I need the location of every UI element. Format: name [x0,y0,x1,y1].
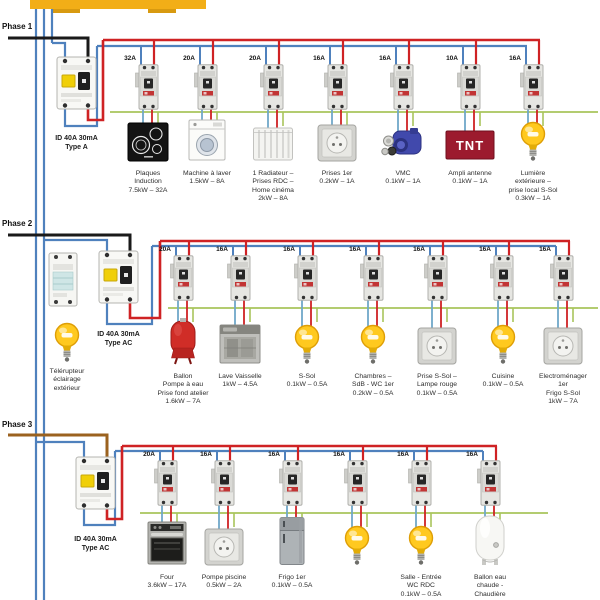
appliance-label-line: 0.2kW – 1A [319,178,355,186]
circuit-breaker-icon [135,64,161,110]
circuit-breaker-icon [170,255,196,301]
breaker-rating-label: 16A [379,55,391,62]
appliance-icon-fridge [277,516,307,566]
appliance-label-line: 0.5kW – 2A [206,582,242,590]
appliance-label-line: Prise fond atelier [157,389,209,397]
appliance-label-line: Four [160,574,174,581]
appliance-label-line: extérieure – [515,178,551,186]
appliance-label-line: Prise S-Sol – [417,373,457,380]
appliance-label-line: Ballon [173,373,193,380]
appliance-label-line: 0.1kW – 1A [452,178,488,186]
appliance-icon-dishwasher [218,323,262,365]
rcd-label-line: ID 40A 30mA [97,331,140,338]
appliance-icon-vmc-ventilation [380,126,426,162]
appliance-icon-radiator [252,126,294,162]
breaker-rating-label: 20A [143,451,155,458]
circuit-breaker-icon [194,64,220,110]
breaker-rating-label: 16A [216,246,228,253]
telerupteur-label-line: éclairage [53,376,81,384]
telerupteur-label-line: Télérupteur [49,368,85,375]
appliance-label-line: 1.5kW – 8A [189,178,225,186]
rcd-label [60,536,132,553]
supply-busbar-tab [52,9,80,13]
breaker-rating-label: 16A [413,246,425,253]
phase-label: Phase 3 [2,420,33,429]
rcd-breaker [56,56,97,110]
breaker-rating-label: 16A [349,246,361,253]
appliance-label [529,373,597,407]
appliance-label-line: 0.1kW – 0.5A [271,582,313,590]
appliance-label-line: Lampe rouge [416,381,458,389]
appliance-label-line: Electroménager [539,373,587,380]
appliance-icon-wall-socket [417,327,457,365]
appliance-label [456,574,524,599]
appliance-icon-light-bulb [518,120,548,162]
telerupteur-label-line: extérieur [53,384,81,392]
circuit-breaker-icon [390,64,416,110]
appliance-label-line: Chambres – [354,373,392,380]
circuit-breaker-icon [154,460,180,506]
rcd-label-line: Type AC [81,544,110,552]
appliance-label [436,170,504,187]
appliance-label [206,373,274,390]
appliance-icon-light-bulb [358,323,388,365]
breaker-rating-label: 20A [249,55,261,62]
rcd-label-line: Type AC [104,339,133,347]
appliance-label-line: 1er [558,381,568,389]
appliance-label [239,170,307,204]
appliance-label-line: Prises 1er [321,170,353,177]
appliance-label-line: 0.3kW – 1A [515,195,551,203]
rcd-label-line: ID 40A 30mA [74,536,117,543]
circuit-breaker-icon [490,255,516,301]
appliance-label-line: S-Sol [298,373,316,380]
supply-busbar [30,0,206,9]
appliance-label-line: Chaudière [474,590,506,598]
phase-label: Phase 2 [2,219,33,228]
breaker-rating-label: 16A [466,451,478,458]
telerupteur-module-icon [48,252,78,307]
circuit-breaker-icon [457,64,483,110]
breaker-rating-label: 16A [268,451,280,458]
rcd-breaker [75,456,116,510]
appliance-icon-light-bulb [342,524,372,566]
circuit-breaker-icon [294,255,320,301]
appliance-label-line: Induction [134,178,162,186]
appliance-label-line: Ampli antenne [448,170,492,177]
svg-text:TNT: TNT [455,138,485,153]
appliance-label-line: Machine à laver [183,170,231,177]
appliance-label-line: 0.1kW – 0.5A [286,381,328,389]
appliance-label-line: 0.1kW – 0.5A [482,381,524,389]
breaker-rating-label: 16A [509,55,521,62]
breaker-rating-label: 10A [446,55,458,62]
appliance-label-line: Frigo 1er [278,574,306,581]
circuit-breaker-icon [424,255,450,301]
appliance-label-line: Cuisine [491,373,515,380]
appliance-label-line: Plaques [135,170,161,177]
appliance-icon-wall-socket [204,528,244,566]
rcd-label-line: Type A [65,143,88,151]
appliance-label-line: Lumière [520,170,546,177]
appliance-label-line: Prises RDC – [252,178,294,186]
telerupteur-bulb-icon [52,321,82,363]
appliance-label-line: 3.6kW – 17A [147,582,187,590]
appliance-label [303,170,371,187]
appliance-label-line: 2kW – 8A [258,195,288,203]
circuit-breaker-icon [227,255,253,301]
appliance-label-line: Salle - Entrée [400,574,442,581]
breaker-rating-label: 32A [124,55,136,62]
appliance-label-line: Ballon eau [473,574,507,581]
circuit-breaker-icon [344,460,370,506]
appliance-icon-induction-cooktop [127,122,169,162]
appliance-label-line: chaude - [476,582,504,590]
appliance-label-line: SdB - WC 1er [352,381,394,389]
appliance-label [258,574,326,591]
circuit-breaker-icon [260,64,286,110]
appliance-label-line: 0.1kW – 1A [385,178,421,186]
appliance-label-line: WC RDC [407,582,435,590]
breaker-rating-label: 16A [539,246,551,253]
supply-busbar-tab [148,9,176,13]
breaker-rating-label: 20A [183,55,195,62]
appliance-icon-wall-socket [543,327,583,365]
circuit-breaker-icon [324,64,350,110]
rcd-label [83,331,155,348]
circuit-breaker-icon [550,255,576,301]
appliance-label [114,170,182,195]
circuit-breaker-icon [211,460,237,506]
appliance-icon-light-bulb [488,323,518,365]
appliance-label [173,170,241,187]
appliance-label [499,170,567,204]
breaker-rating-label: 16A [397,451,409,458]
appliance-icon-light-bulb [292,323,322,365]
appliance-label [387,574,455,599]
circuit-breaker-icon [408,460,434,506]
appliance-label [339,373,407,398]
appliance-label-line: Home cinéma [252,186,294,194]
breaker-rating-label: 16A [200,451,212,458]
breaker-rating-label: 20A [159,246,171,253]
appliance-label [273,373,341,390]
circuit-breaker-icon [279,460,305,506]
appliance-label [469,373,537,390]
telerupteur-label [32,368,102,393]
appliance-label [190,574,258,591]
rcd-label-line: ID 40A 30mA [55,135,98,142]
appliance-label-line: 1.6kW – 7A [165,398,201,406]
circuit-breaker-icon [520,64,546,110]
appliance-label [403,373,471,398]
appliance-label-line: Pompe piscine [201,574,247,581]
breaker-rating-label: 16A [333,451,345,458]
breaker-rating-label: 16A [479,246,491,253]
circuit-breaker-icon [477,460,503,506]
rcd-label [41,135,113,152]
breaker-rating-label: 16A [313,55,325,62]
appliance-label [369,170,437,187]
appliance-label-line: 0.1kW – 0.5A [400,590,442,598]
appliance-icon-wall-socket [317,124,357,162]
appliance-icon-water-tank-red [166,318,200,365]
appliance-label-line: 7.5kW – 32A [128,186,168,194]
appliance-label-line: 1 Radiateur – [252,170,294,177]
appliance-icon-light-bulb [406,524,436,566]
appliance-label-line: 1kW – 7A [548,398,578,406]
appliance-label-line: Lave Vaisselle [218,373,262,380]
phase-label: Phase 1 [2,22,33,31]
appliance-icon-washing-machine [187,118,227,162]
appliance-label-line: 1kW – 4.5A [222,381,258,389]
appliance-label-line: prise local S-Sol [508,186,558,194]
appliance-icon-oven [146,520,188,566]
circuit-breaker-icon [360,255,386,301]
appliance-label-line: 0.2kW – 0.5A [352,389,394,397]
appliance-label-line: VMC [395,170,411,177]
breaker-rating-label: 16A [283,246,295,253]
appliance-label-line: Frigo S-Sol [546,389,580,397]
rcd-breaker [98,250,139,304]
appliance-icon-water-heater [469,514,511,566]
appliance-label-line: Pompe à eau [162,381,204,389]
appliance-label-line: 0.1kW – 0.5A [416,389,458,397]
appliance-icon-antenna-amplifier [445,128,495,162]
